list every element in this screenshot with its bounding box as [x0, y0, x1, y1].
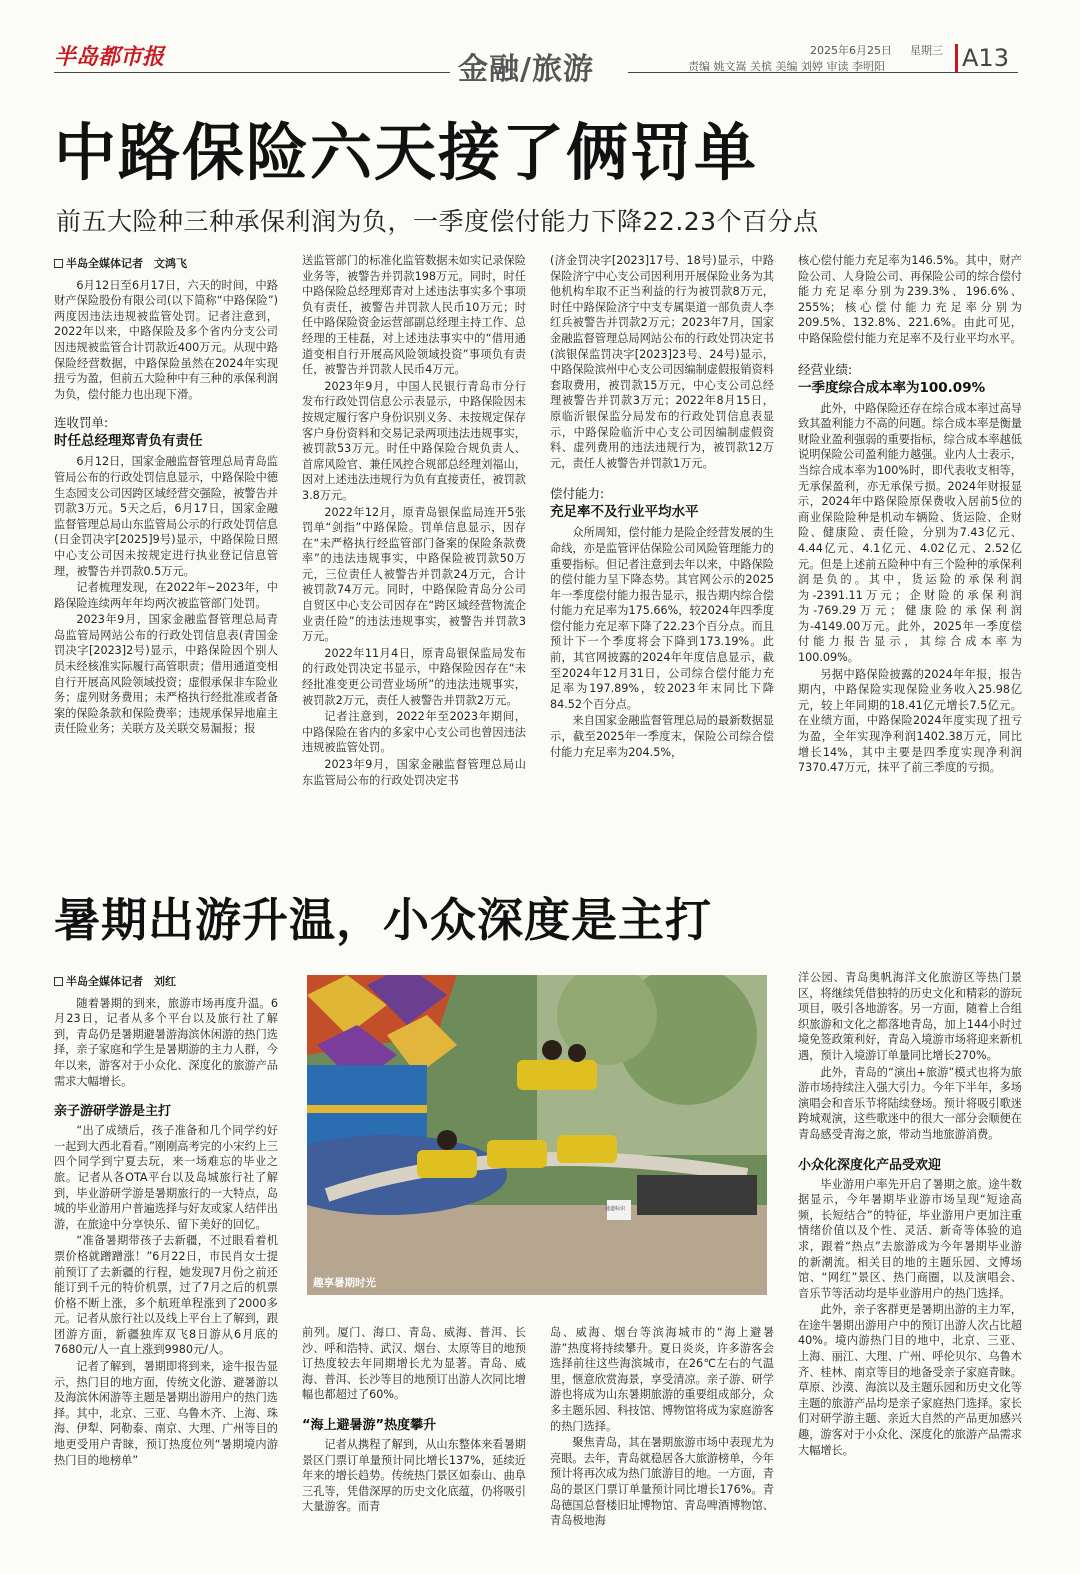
article2-subheading-family-tours: 亲子游研学游是主打: [54, 1104, 172, 1120]
article1-column-3: [550, 253, 774, 761]
article1-subheading-penalties: [54, 414, 278, 450]
article2-byline-text: 半岛全媒体记者 刘红: [66, 975, 176, 988]
paragraph: 另据中路保险披露的2024年年报，报告期内，中路保险实现保险业务收入25.98亿元，较上年同期的18.41亿元增长7.5亿元。在业绩方面，中路保险2024年度实现了扭亏为盈，全年实现净利润1402.38万元，同比增长14%，其中主要是四季度实现净利润7370.47万元，抹平了前三季度的亏损。: [798, 667, 1022, 775]
photo-caption: 趣享暑期时光: [313, 1277, 376, 1289]
article2-column-4: [798, 970, 1022, 1459]
section-title: 金融/旅游: [458, 52, 594, 87]
paragraph: “出了成绩后，孩子准备和几个同学约好一起到大西北看看。”刚刚高考完的小宋约上三四个同学到宁夏去玩，来一场难忘的毕业之旅。记者从各OTA平台以及岛城旅行社了解到，毕业游研学游是暑期旅行的一大特点，岛城的毕业游用户普遍选择与好友或家人结伴出游，在旅途中分享快乐、留下美好的回忆。: [54, 1124, 278, 1231]
photo-illustration: [307, 975, 767, 1295]
page-number: A13: [962, 44, 1009, 72]
paragraph: 毕业游用户率先开启了暑期之旅。途牛数据显示，今年暑期毕业游市场呈现“短途高频，长短结合”的特征，毕业游用户更加注重情绪价值以及个性、灵活、新奇等体验的追求，跟着“热点”去旅游成为今年暑期毕业游的新潮流。相关目的地的主题乐园、文博场馆、“网红”景区、热门商圈，以及演唱会、音乐节等活动均是毕业游用户的热门选择。: [798, 1177, 1022, 1300]
paragraph: “准备暑期带孩子去新疆，不过眼看着机票价格就蹭蹭涨！”6月22日，市民肖女士提前预订了去新疆的行程，她发现7月份之前还能订到千元的特价机票，过了7月之后的机票价格不断上涨，多个航班单程涨到了2000多元。记者从旅行社以及线上平台上了解到，跟团游方面，新疆独库双飞8日游从6月底的7680元/人一直上涨到9980元/人。: [54, 1234, 278, 1357]
paragraph: 2022年11月4日，原青岛银保监局发布的行政处罚决定书显示，中路保险因存在“未经批准变更公司营业场所”的违法违规事实，被罚款2万元，责任人被警告并罚款2万元。: [302, 646, 526, 707]
article1-byline-text: 半岛全媒体记者 文鸿飞: [66, 257, 187, 270]
paragraph: 随着暑期的到来，旅游市场再度升温。6月23日，记者从多个平台以及旅行社了解到，青岛仍是暑期避暑游海滨休闲游的热门选择，亲子家庭和学生是暑期游的主力人群，今年以来，游客对于小众化、深度化的旅游产品需求大幅增长。: [54, 996, 278, 1088]
paragraph: 2023年9月，国家金融监督管理总局山东监管局公布的行政处罚决定书: [302, 758, 526, 787]
paragraph: 记者注意到，2022年至2023年期间，中路保险在省内的多家中心支公司也曾因违法违规被监管处罚。: [302, 710, 526, 755]
paragraph: 2022年12月，原青岛银保监局连开5张罚单“剑指”中路保险。罚单信息显示，因存在“未严格执行经监管部门备案的保险条款费率”的违法违规事实，中路保险被罚款50万元，三位责任人被警告并罚款24万元，合计被罚款74万元。同时，中路保险青岛分公司自贸区中心支公司因存在“跨区域经营物流企业责任险”的违法违规事实，被警告并罚款3万元。: [302, 505, 526, 644]
article1-column-2: [302, 253, 526, 789]
paragraph: 送监管部门的标准化监管数据未如实记录保险业务等，被警告并罚款198万元。同时，时任中路保险总经理郑青对上述违法事实多个事项负有责任，被警告并罚款人民币10万元；时任中路保险资金运营部副总经理主持工作、总经理的王桂磊，对上述违法事实中的“借用通道变相自行开展高风险领域投资”事项负有责任，被警告并罚款人民币4万元。: [302, 254, 526, 377]
paragraph: 6月12日，国家金融监督管理总局青岛监管局公布的行政处罚信息显示，中路保险中德生态园支公司因跨区域经营交强险，被警告并罚款3万元。5天之后，6月17日，国家金融监督管理总局山东监管局公示的行政处罚信息(日金罚决字[2025]9号)显示，中路保险日照中心支公司因未按规定进行执业登记信息管理，被警告并罚款0.5万元。: [54, 455, 278, 578]
paragraph: 2023年9月，中国人民银行青岛市分行发布行政处罚信息公示表显示，中路保险因未按规定履行客户身份识别义务、未按规定保存客户身份资料和交易记录两项违法违规事实，被罚款53万元。时任中路保险合规负责人、首席风险官、兼任风控合规部总经理刘福山，因对上述违法违规行为负有直接责任，被罚款3.8万元。: [302, 379, 526, 502]
article2-subheading-seaside: “海上避暑游”热度攀升: [302, 1417, 437, 1433]
subheading-line-1: 偿付能力:: [550, 486, 605, 502]
article1-subheading-performance: [798, 361, 1022, 397]
paragraph: (济金罚决字[2023]17号、18号)显示，中路保险济宁中心支公司因利用开展保险业务为其他机构牟取不正当利益的行为被罚款8万元，时任中路保险济宁中支专属渠道一部负责人李红兵被警告并罚款2万元；2023年7月，国家金融监督管理总局网站公布的行政处罚决定书(滨银保监罚决字[2023]23号、24号)显示，中路保险滨州中心支公司因编制虚假报销资料套取费用，被罚款15万元，中心支公司总经理被警告并罚款3万元；2022年8月15日，原临沂银保监分局发布的行政处罚信息表显示，中路保险临沂中心支公司因编制虚假资料、虚列费用的违法违规行为，被罚款12万元，责任人被警告并罚款1万元。: [550, 254, 774, 470]
article1-column-1: [54, 256, 278, 738]
byline-box-icon: [54, 259, 63, 268]
subheading-line-2: 时任总经理郑青负有责任: [54, 433, 203, 450]
article2-column-1: [54, 974, 278, 1469]
header-staff: [688, 58, 885, 74]
review-label: 审读: [826, 60, 849, 73]
editor-name: 姚文嵩: [713, 60, 747, 73]
masthead-logo: 半岛都市报: [54, 44, 165, 70]
paragraph: 记者梳理发现，在2022年~2023年，中路保险连续两年年均两次被监管部门处罚。: [54, 581, 278, 610]
subheading-line-2: 充足率不及行业平均水平: [550, 504, 699, 521]
paragraph: 洋公园、青岛奥帆海洋文化旅游区等热门景区，将继续凭借独特的历史文化和精彩的游玩项目，吸引各地游客。另一方面，随着上合组织旅游和文化之都落地青岛，加上144小时过境免签政策利好，青岛入境游市场将迎来新机遇，预计入境游订单量同比增长270%。: [798, 971, 1022, 1062]
designer-label: 美编: [775, 60, 798, 73]
paragraph: 前列。厦门、海口、青岛、威海、普洱、长沙、呼和浩特、武汉、烟台、太原等目的地预订热度较去年同期增长尤为显著。青岛、威海、普洱、长沙等目的地预订出游人次同比增幅也都超过了60%。: [302, 1326, 526, 1402]
article2-byline: [54, 974, 278, 990]
paragraph: 2023年9月，国家金融监督管理总局青岛监管局网站公布的行政处罚信息表(青国金罚决字[2023]2号)显示，中路保险因个别人员未经核准实际履行高管职责；借用通道变相自行开展高风险领域投资；虚假承保非车险业务；虚列财务费用；未严格执行经批准或者备案的保险条款和保险费率；违规承保异地雇主责任险业务；关联方及关联交易漏报；报: [54, 613, 278, 736]
byline-box-icon: [54, 977, 63, 986]
article1-column-4: [798, 253, 1022, 777]
editor-label: 责编: [688, 60, 710, 73]
designer-name: 刘婷: [801, 60, 823, 73]
paragraph: 此外，中路保险还存在综合成本率过高导致其盈利能力不高的问题。综合成本率是衡量财险业盈利强弱的重要指标，综合成本率越低说明保险公司盈利能力越强。业内人士表示，当综合成本率为100%时，即代表收支相等，无承保盈利，亦无承保亏损。2024年财报显示，2024年中路保险原保费收入居前5位的商业保险险种是机动车辆险、货运险、企财险、健康险、责任险，分别为7.43亿元、4.44亿元、4.1亿元、4.02亿元、2.52亿元。但是上述前五险种中有三个险种的承保利润是负的。其中，货运险的承保利润为-2391.11万元；企财险的承保利润为-769.29万元；健康险的承保利润为-4149.00万元。此外，2025年一季度偿付能力报告显示，其综合成本率为100.09%。: [798, 401, 1022, 665]
check-label: 关槟: [750, 60, 772, 73]
paragraph: 记者从携程了解到，从山东整体来看暑期景区门票订单量预计同比增长137%，延续近年来的增长趋势。传统热门景区如泰山、曲阜三孔等，凭借深厚的历史文化底蕴，仍将吸引大量游客。而青: [302, 1437, 526, 1514]
article1-subheading-solvency: [550, 485, 774, 521]
subheading-line-1: 连收罚单:: [54, 415, 109, 431]
subheading-line-2: 一季度综合成本率为100.09%: [798, 379, 986, 396]
paragraph: 6月12日至6月17日，六天的时间，中路财产保险股份有限公司(以下简称“中路保险”)两度因违法违规被监管处罚。记者注意到，2022年以来，中路保险及多个省内分支公司因违规被监管合计罚款近400万元。从现中路保险经营数据，中路保险虽然在2024年实现扭亏为盈，但前五大险种中有三种的承保利润为负，偿付能力也出现下滑。: [54, 278, 278, 401]
paragraph: 聚焦青岛，其在暑期旅游市场中表现尤为亮眼。去年，青岛就稳居各大旅游榜单，今年预计将再次成为热门旅游目的地。一方面，青岛的景区门票订单量预计同比增长176%。青岛德国总督楼旧址博物馆、青岛啤酒博物馆、青岛极地海: [550, 1436, 774, 1528]
reviewer-name: 李明阳: [852, 60, 885, 73]
article2-column-3: [550, 1325, 774, 1530]
header-weekday: 星期三: [910, 44, 943, 57]
amusement-ride-photo: [307, 975, 767, 1295]
paragraph: 记者了解到，暑期即将到来，途牛报告显示，热门目的地方面，传统文化游、避暑游以及海滨休闲游等主题是暑期出游用户的热门选择。其中，北京、三亚、乌鲁木齐、上海、珠海、伊犁、阿勒泰、南京、大理、广州等目的地更受用户青睐，预订热度位列“暑期境内游热门目的地榜单”: [54, 1360, 278, 1467]
header-date: 2025年6月25日: [810, 44, 892, 57]
paragraph: 岛、威海、烟台等滨海城市的“海上避暑游”热度将持续攀升。夏日炎炎，许多游客会选择前往这些海滨城市，在26℃左右的气温里，惬意欣赏海景，享受清凉。亲子游、研学游也将成为山东暑期旅游的重要组成部分，众多主题乐园、科技馆、博物馆将成为家庭游客的热门选择。: [550, 1326, 774, 1433]
paragraph: 来自国家金融监督管理总局的最新数据显示，截至2025年一季度末，保险公司综合偿付能力充足率为204.5%，: [550, 714, 774, 759]
subheading-line-1: 经营业绩:: [798, 361, 853, 377]
paragraph: 此外，青岛的“演出+旅游”模式也将为旅游市场持续注入强大引力。今年下半年，多场演唱会和音乐节将陆续登场。预计将吸引歌迷跨城观演，这些歌迷中的很大一部分会顺便在青岛感受青海之旅，带动当地旅游消费。: [798, 1065, 1022, 1141]
article1-byline: [54, 256, 278, 272]
paragraph: 众所周知，偿付能力是险企经营发展的生命线，亦是监管评估保险公司风险管理能力的重要指标。但记者注意到去年以来，中路保险的偿付能力呈下降态势。其官网公示的2025年一季度偿付能力报告显示，报告期内综合偿付能力充足率为175.66%，较2024年四季度偿付能力充足率下降了22.23个百分点。而且预计下一个季度将会下降到173.19%。此前，其官网披露的2024年年度信息显示，截至2024年12月31日，公司综合偿付能力充足率为197.89%，较2023年末同比下降84.52个百分点。: [550, 526, 774, 711]
sign-text: 通道标识: [604, 1206, 625, 1212]
article1-headline: 中路保险六天接了俩罚单: [54, 116, 759, 189]
paragraph: 核心偿付能力充足率为146.5%。其中，财产险公司、人身险公司、再保险公司的综合偿付能力充足率分别为239.3%、196.6%、255%；核心偿付能力充足率分别为209.5%、132.8%、221.6%。由此可见，中路保险偿付能力充足率不及行业平均水平。: [798, 254, 1022, 345]
article1-subhead: 前五大险种三种承保利润为负，一季度偿付能力下降22.23个百分点: [56, 207, 819, 236]
article2-headline: 暑期出游升温，小众深度是主打: [54, 893, 712, 947]
paragraph: 此外，亲子客群更是暑期出游的主力军，在途牛暑期出游用户中的预订出游人次占比超40%。境内游热门目的地中，北京、三亚、上海、丽江、大理、广州、呼伦贝尔、乌鲁木齐、桂林、南京等目的地备受亲子家庭青睐。草原、沙漠、海滨以及主题乐园和历史文化等主题的旅游产品均是亲子家庭热门选择。家长们对研学游主题、亲近大自然的产品更加感兴趣，游客对于小众化、深度化的旅游产品需求大幅增长。: [798, 1303, 1022, 1457]
article2-column-2: [302, 1325, 526, 1516]
page-number-divider: [955, 44, 958, 72]
article2-subheading-niche-products: 小众化深度化产品受欢迎: [798, 1157, 942, 1173]
